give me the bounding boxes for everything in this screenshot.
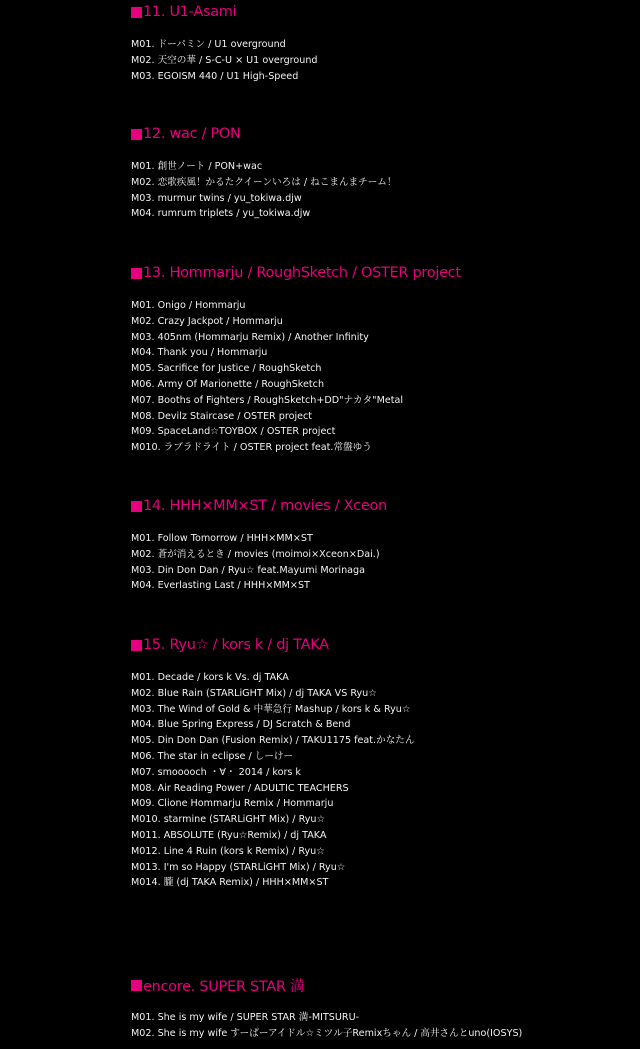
track-item: M02. Crazy Jackpot / Hommarju: [131, 315, 283, 327]
setlist-section-encore: [131, 974, 631, 1042]
square-marker-icon: [131, 980, 142, 991]
track-item: M011. ABSOLUTE (Ryu☆Remix) / dj TAKA: [131, 829, 327, 841]
section-heading: [131, 123, 631, 145]
track-item: M04. rumrum triplets / yu_tokiwa.djw: [131, 208, 311, 220]
track-item: M012. Line 4 Ruin (kors k Remix) / Ryu☆: [131, 845, 325, 857]
track-list: [131, 670, 631, 891]
track-item: M01. Follow Tomorrow / HHH×MM×ST: [131, 533, 313, 544]
square-marker-icon: [131, 268, 142, 279]
track-item: M04. Blue Spring Express / DJ Scratch & Bend: [131, 719, 351, 731]
section-title: 14. HHH×MM×ST / movies / Xceon: [143, 498, 387, 514]
track-item: M02. Blue Rain (STARLiGHT Mix) / dj TAKA VS Ryu☆: [131, 687, 377, 699]
setlist-section-13: [131, 262, 631, 456]
section-heading: [131, 1, 631, 23]
track-item: M06. Army Of Marionette / RoughSketch: [131, 378, 325, 390]
setlist-section-12: [131, 123, 631, 222]
track-list: [131, 531, 631, 594]
track-item: M02. 天空の華 / S-C-U × U1 overground: [131, 54, 318, 66]
track-item: M04. Everlasting Last / HHH×MM×ST: [131, 580, 310, 592]
section-heading: [131, 262, 631, 284]
track-item: M02. She is my wife すーぱーアイドル☆ミツル子Remixちゃん / 高井さんとuno(IOSYS): [131, 1027, 523, 1039]
track-item: M04. Thank you / Hommarju: [131, 347, 268, 359]
track-item: M03. 405nm (Hommarju Remix) / Another Infinity: [131, 331, 369, 343]
section-title: 15. Ryu☆ / kors k / dj TAKA: [143, 637, 329, 653]
track-item: M01. She is my wife / SUPER STAR 満-MITSURU-: [131, 1012, 360, 1023]
square-marker-icon: [131, 129, 142, 140]
section-title: 13. Hommarju / RoughSketch / OSTER project: [143, 265, 461, 281]
track-list: [131, 298, 631, 456]
section-heading: [131, 974, 631, 996]
track-item: M03. The Wind of Gold & 中華急行 Mashup / kors k & Ryu☆: [131, 703, 411, 715]
track-list: [131, 1010, 631, 1042]
section-heading: [131, 634, 631, 656]
track-item: M09. SpaceLand☆TOYBOX / OSTER project: [131, 426, 336, 438]
square-marker-icon: [131, 501, 142, 512]
track-item: M02. 恋歌疾風！かるたクイーンいろは / ねこまんまチーム！: [131, 176, 397, 188]
track-item: M02. 蒼が消えるとき / movies (moimoi×Xceon×Dai.): [131, 548, 380, 560]
track-item: M05. Sacrifice for Justice / RoughSketch: [131, 363, 322, 375]
setlist-section-11: [131, 1, 631, 84]
track-item: M013. I'm so Happy (STARLiGHT Mix) / Ryu☆: [131, 861, 346, 873]
track-item: M010. starmine (STARLiGHT Mix) / Ryu☆: [131, 814, 326, 826]
square-marker-icon: [131, 7, 142, 18]
track-item: M08. Air Reading Power / ADULTIC TEACHERS: [131, 782, 349, 794]
track-item: M03. EGOISM 440 / U1 High-Speed: [131, 70, 299, 82]
track-item: M08. Devilz Staircase / OSTER project: [131, 410, 313, 422]
track-item: M03. murmur twins / yu_tokiwa.djw: [131, 192, 302, 204]
section-title: encore. SUPER STAR 満: [143, 978, 305, 995]
track-item: M01. Onigo / Hommarju: [131, 300, 246, 311]
track-item: M01. ドーパミン / U1 overground: [131, 39, 286, 50]
track-item: M010. ラブラドライト / OSTER project feat.常盤ゆう: [131, 442, 372, 454]
square-marker-icon: [131, 640, 142, 651]
section-heading: [131, 495, 631, 517]
track-item: M07. Booths of Fighters / RoughSketch+DD"ナカタ"Metal: [131, 394, 404, 406]
track-item: M01. Decade / kors k Vs. dj TAKA: [131, 672, 289, 683]
track-item: M014. 朧 (dj TAKA Remix) / HHH×MM×ST: [131, 877, 329, 889]
track-item: M09. Clione Hommarju Remix / Hommarju: [131, 798, 334, 810]
section-title: 11. U1-Asami: [143, 4, 237, 20]
track-item: M07. smooooch ・∀・ 2014 / kors k: [131, 766, 301, 778]
track-item: M06. The star in eclipse / しーけー: [131, 750, 294, 762]
track-list: [131, 37, 631, 84]
track-list: [131, 159, 631, 222]
track-item: M03. Din Don Dan / Ryu☆ feat.Mayumi Morinaga: [131, 564, 366, 576]
setlist-section-15: [131, 634, 631, 891]
track-item: M05. Din Don Dan (Fusion Remix) / TAKU1175 feat.かなたん: [131, 735, 415, 747]
setlist-section-14: [131, 495, 631, 594]
track-item: M01. 創世ノート / PON+wac: [131, 161, 263, 172]
section-title: 12. wac / PON: [143, 126, 241, 142]
